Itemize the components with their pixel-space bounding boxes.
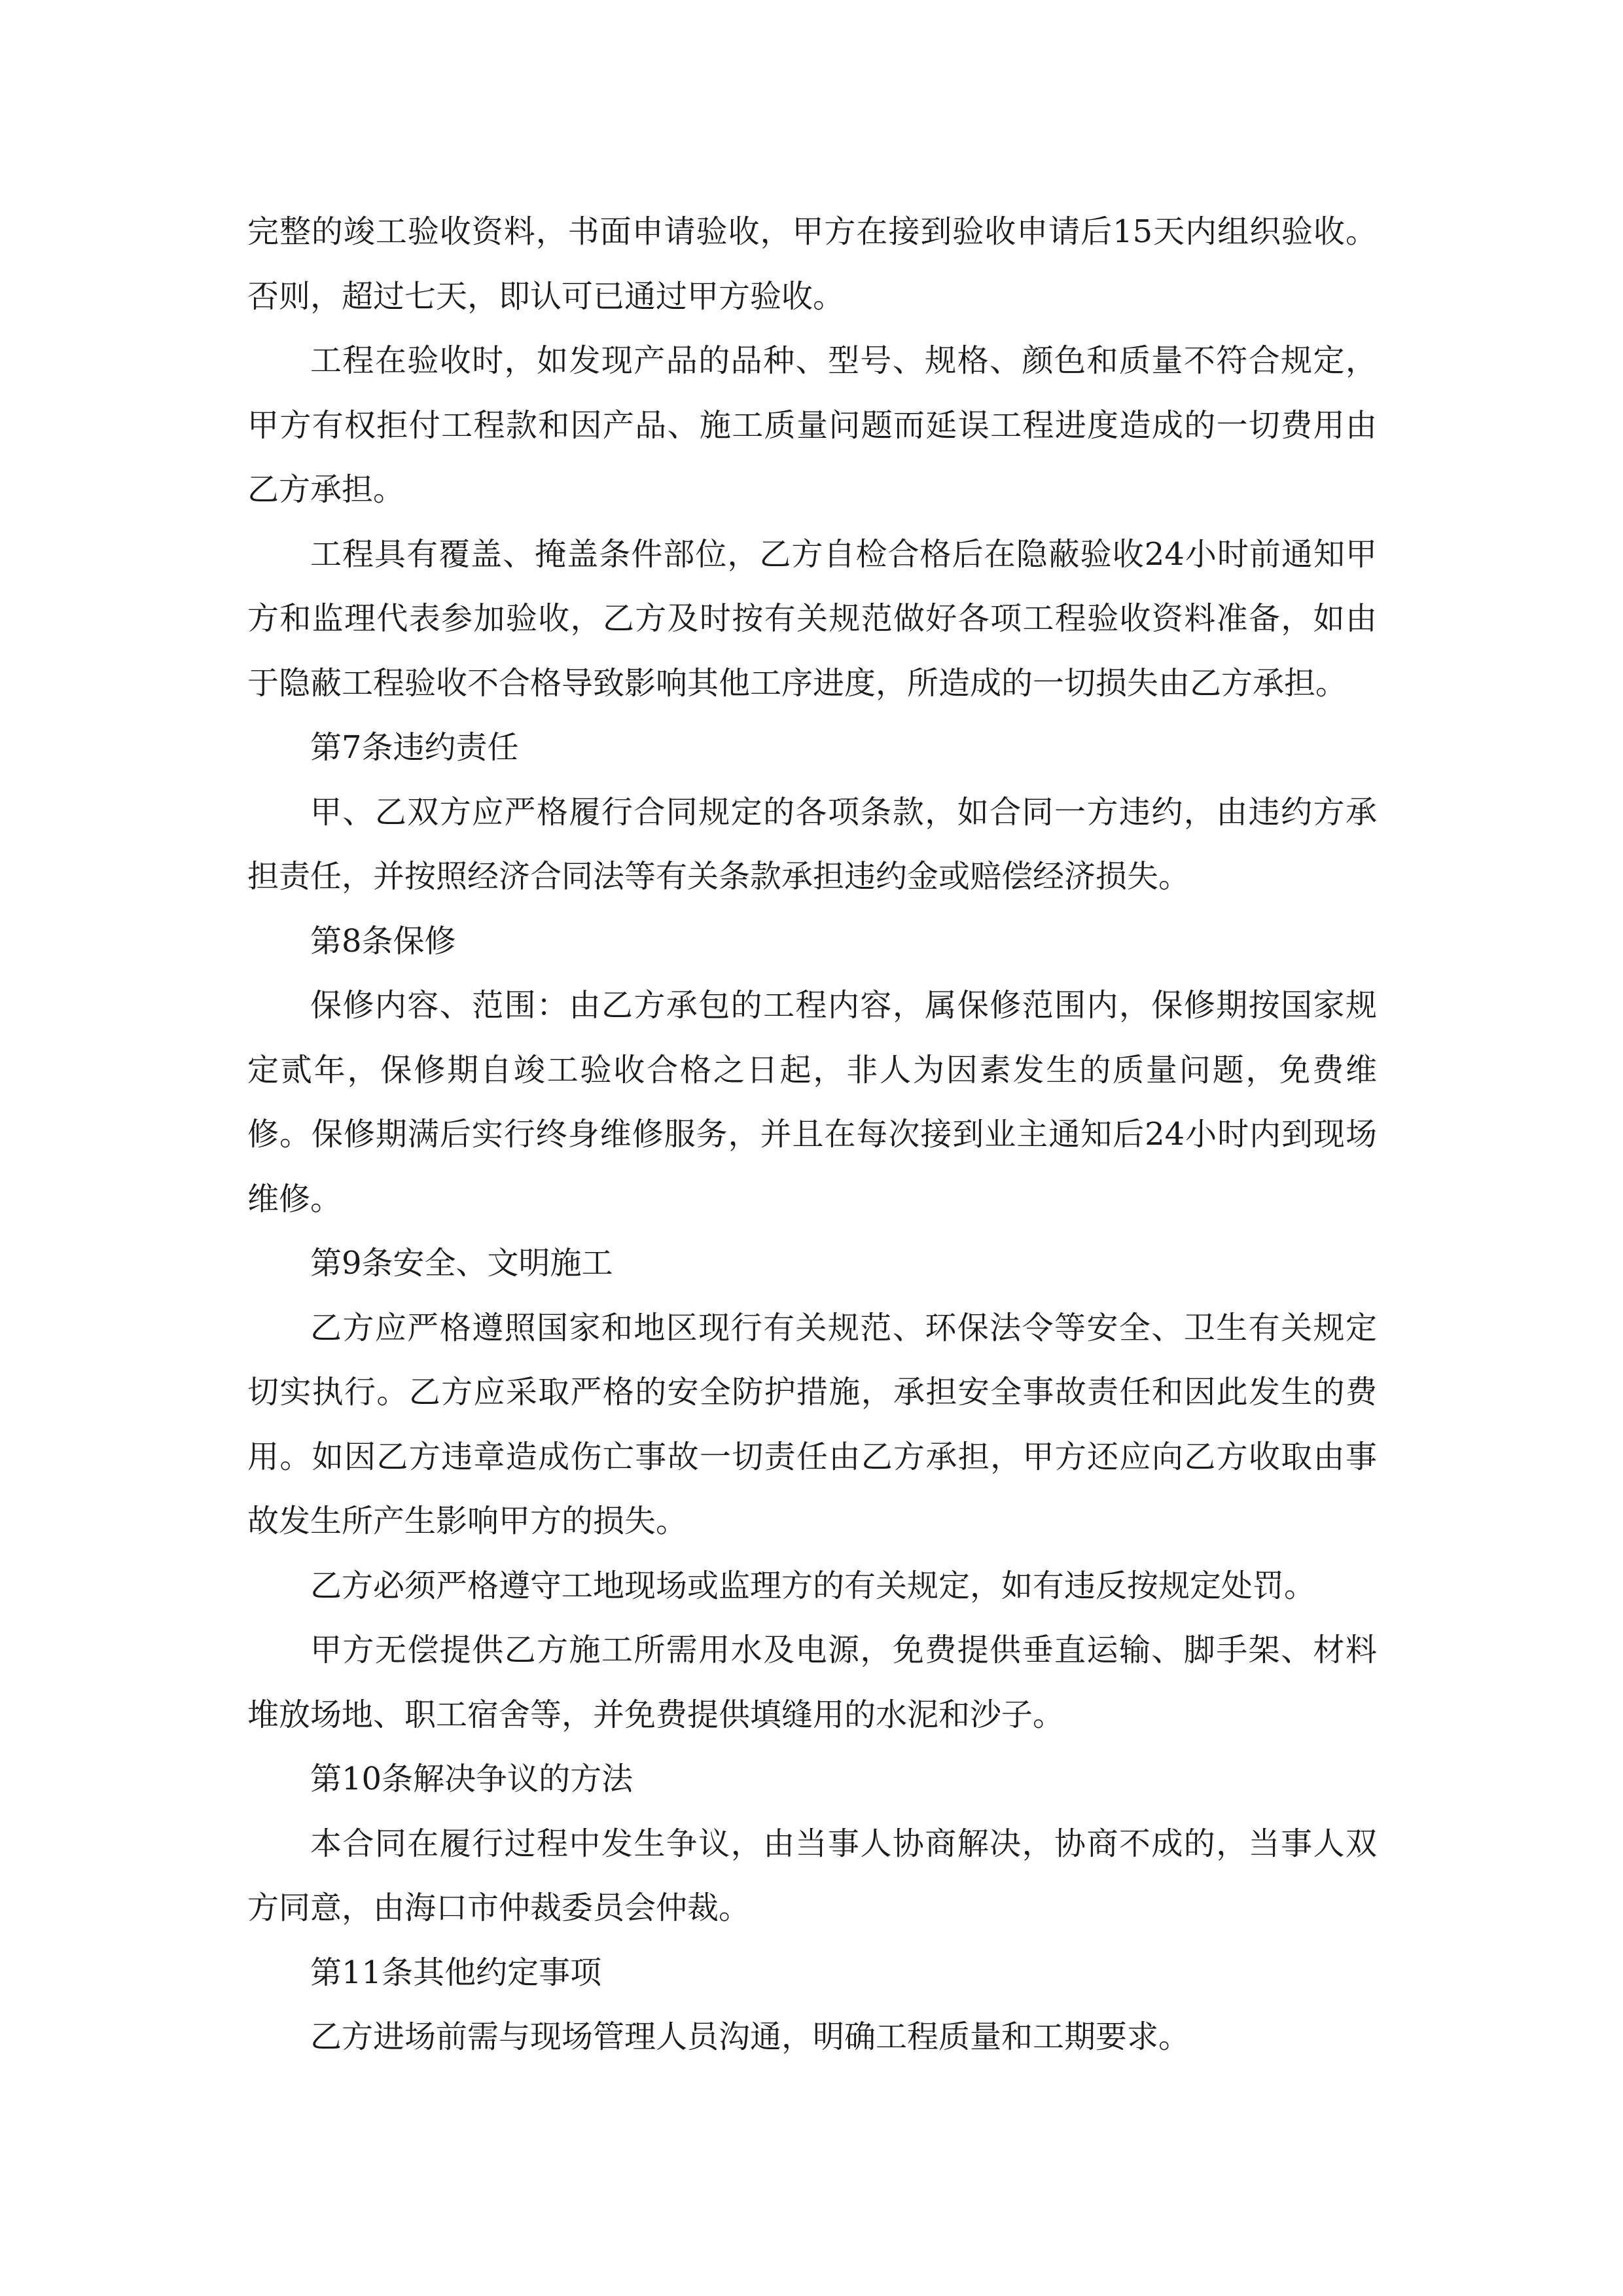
paragraph: 甲、乙双方应严格履行合同规定的各项条款，如合同一方违约，由违约方承担责任，并按照经济合同法等有关条款承担违约金或赔偿经济损失。	[247, 793, 1377, 895]
paragraph: 完整的竣工验收资料，书面申请验收，甲方在接到验收申请后15天内组织验收。否则，超过七天，即认可已通过甲方验收。	[247, 213, 1377, 315]
paragraph: 乙方应严格遵照国家和地区现行有关规范、环保法令等安全、卫生有关规定切实执行。乙方应采取严格的安全防护措施，承担安全事故责任和因此发生的费用。如因乙方违章造成伤亡事故一切责任由乙方承担，甲方还应向乙方收取由事故发生所产生影响甲方的损失。	[247, 1309, 1377, 1539]
document-body	[247, 200, 1377, 2070]
section-heading: 第9条安全、文明施工	[310, 1245, 613, 1282]
section-heading: 第10条解决争议的方法	[310, 1761, 633, 1797]
paragraph: 保修内容、范围：由乙方承包的工程内容，属保修范围内，保修期按国家规定贰年，保修期自竣工验收合格之日起，非人为因素发生的质量问题，免费维修。保修期满后实行终身维修服务，并且在每次接到业主通知后24小时内到现场维修。	[247, 987, 1377, 1217]
paragraph: 本合同在履行过程中发生争议，由当事人协商解决，协商不成的，当事人双方同意，由海口市仲裁委员会仲裁。	[247, 1825, 1377, 1926]
paragraph: 乙方进场前需与现场管理人员沟通，明确工程质量和工期要求。	[310, 2018, 1190, 2055]
section-heading: 第8条保修	[310, 922, 456, 960]
section-heading: 第7条违约责任	[310, 729, 519, 766]
paragraph: 乙方必须严格遵守工地现场或监理方的有关规定，如有违反按规定处罚。	[310, 1567, 1316, 1604]
section-heading: 第11条其他约定事项	[310, 1954, 602, 1991]
paragraph: 甲方无偿提供乙方施工所需用水及电源，免费提供垂直运输、脚手架、材料堆放场地、职工宿舍等，并免费提供填缝用的水泥和沙子。	[247, 1632, 1377, 1733]
paragraph: 工程在验收时，如发现产品的品种、型号、规格、颜色和质量不符合规定，甲方有权拒付工程款和因产品、施工质量问题而延误工程进度造成的一切费用由乙方承担。	[247, 342, 1377, 508]
paragraph: 工程具有覆盖、掩盖条件部位，乙方自检合格后在隐蔽验收24小时前通知甲方和监理代表参加验收，乙方及时按有关规范做好各项工程验收资料准备，如由于隐蔽工程验收不合格导致影响其他工序进度，所造成的一切损失由乙方承担。	[247, 535, 1377, 702]
